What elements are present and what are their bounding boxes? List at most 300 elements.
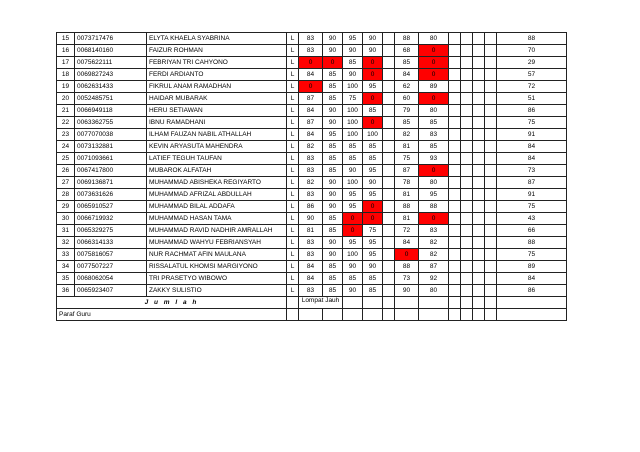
score-1: 83: [299, 189, 323, 201]
student-name: MUHAMMAD AFRIZAL ABDULLAH: [147, 189, 287, 201]
gender-mark: L: [287, 261, 299, 273]
score-3: 100: [343, 117, 363, 129]
student-name: TRI PRASETYO WIBOWO: [147, 273, 287, 285]
table-row: [57, 33, 567, 45]
empty-cell: [473, 69, 485, 81]
score-2: 0: [323, 57, 343, 69]
table-row: [57, 285, 567, 297]
empty-cell: [461, 237, 473, 249]
empty-cell: [461, 273, 473, 285]
table-row: [57, 45, 567, 57]
empty-cell: [449, 201, 461, 213]
score-4: 100: [363, 129, 383, 141]
score-3: 95: [343, 33, 363, 45]
gender-mark: L: [287, 201, 299, 213]
score-5: 90: [395, 285, 419, 297]
empty-cell: [473, 129, 485, 141]
empty-cell: [473, 261, 485, 273]
empty-cell: [485, 177, 497, 189]
empty-cell: [485, 249, 497, 261]
student-id: 0066314133: [75, 237, 147, 249]
table-row: [57, 153, 567, 165]
gender-mark: L: [287, 189, 299, 201]
student-name: FAIZUR ROHMAN: [147, 45, 287, 57]
grade-table: [56, 32, 567, 321]
empty-cell: [449, 249, 461, 261]
score-6: 82: [419, 249, 449, 261]
empty-cell: [383, 45, 395, 57]
empty-cell: [449, 285, 461, 297]
score-5: 62: [395, 81, 419, 93]
student-name: MUHAMMAD BILAL ADDAFA: [147, 201, 287, 213]
score-2: 85: [323, 81, 343, 93]
gender-mark: L: [287, 117, 299, 129]
empty-cell: [473, 105, 485, 117]
score-6: 0: [419, 57, 449, 69]
gender-mark: L: [287, 45, 299, 57]
empty-cell: [449, 153, 461, 165]
empty-cell: [473, 33, 485, 45]
row-number: 20: [57, 93, 75, 105]
empty-cell: [449, 225, 461, 237]
empty-cell: [473, 153, 485, 165]
score-3: 100: [343, 249, 363, 261]
score-4: 85: [363, 105, 383, 117]
score-1: 84: [299, 69, 323, 81]
student-id: 0077507227: [75, 261, 147, 273]
score-3: 90: [343, 165, 363, 177]
final-score: 87: [497, 177, 567, 189]
final-score: 70: [497, 45, 567, 57]
score-1: 84: [299, 273, 323, 285]
empty-cell: [461, 33, 473, 45]
score-4: 0: [363, 213, 383, 225]
student-name: FEBRIYAN TRI CAHYONO: [147, 57, 287, 69]
empty-cell: [473, 225, 485, 237]
score-5: 85: [395, 57, 419, 69]
score-2: 95: [323, 129, 343, 141]
empty-cell: [383, 105, 395, 117]
student-name: FERDI ARDIANTO: [147, 69, 287, 81]
student-name: RISSALATUL KHOMSI MARGIYONO: [147, 261, 287, 273]
score-5: 75: [395, 153, 419, 165]
score-4: 90: [363, 45, 383, 57]
final-score: 91: [497, 129, 567, 141]
row-number: 22: [57, 117, 75, 129]
empty-cell: [383, 141, 395, 153]
empty-cell: [383, 177, 395, 189]
score-5: 79: [395, 105, 419, 117]
row-number: 21: [57, 105, 75, 117]
score-1: 82: [299, 177, 323, 189]
row-number: 29: [57, 201, 75, 213]
gender-mark: L: [287, 225, 299, 237]
empty-cell: [473, 81, 485, 93]
table-row: [57, 105, 567, 117]
score-1: 87: [299, 93, 323, 105]
student-id: 0066949118: [75, 105, 147, 117]
table-row: [57, 81, 567, 93]
score-2: 90: [323, 201, 343, 213]
empty-cell: [473, 285, 485, 297]
empty-cell: [383, 129, 395, 141]
final-score: 43: [497, 213, 567, 225]
empty-cell: [485, 165, 497, 177]
score-6: 80: [419, 105, 449, 117]
row-number: 16: [57, 45, 75, 57]
gender-mark: L: [287, 153, 299, 165]
score-5: 88: [395, 201, 419, 213]
table-row: [57, 141, 567, 153]
empty-cell: [485, 117, 497, 129]
score-4: 0: [363, 93, 383, 105]
final-score: 89: [497, 261, 567, 273]
score-2: 90: [323, 177, 343, 189]
student-name: MUHAMMAD ABISHEKA REGIYARTO: [147, 177, 287, 189]
score-2: 85: [323, 165, 343, 177]
gender-mark: L: [287, 273, 299, 285]
student-name: HAIDAR MUBARAK: [147, 93, 287, 105]
score-4: 95: [363, 249, 383, 261]
score-5: 81: [395, 141, 419, 153]
table-row: [57, 69, 567, 81]
empty-cell: [461, 57, 473, 69]
final-score: 57: [497, 69, 567, 81]
score-2: 85: [323, 225, 343, 237]
score-6: 80: [419, 33, 449, 45]
empty-cell: [383, 69, 395, 81]
empty-cell: [485, 213, 497, 225]
empty-cell: [383, 201, 395, 213]
gender-mark: L: [287, 57, 299, 69]
empty-cell: [383, 93, 395, 105]
score-5: 85: [395, 117, 419, 129]
empty-cell: [485, 189, 497, 201]
score-4: 0: [363, 117, 383, 129]
empty-cell: [449, 141, 461, 153]
table-row: [57, 129, 567, 141]
student-name: KEVIN ARYASUTA MAHENDRA: [147, 141, 287, 153]
score-1: 83: [299, 33, 323, 45]
final-score: 51: [497, 93, 567, 105]
score-2: 90: [323, 189, 343, 201]
row-number: 30: [57, 213, 75, 225]
score-5: 82: [395, 129, 419, 141]
student-id: 0068140160: [75, 45, 147, 57]
score-4: 75: [363, 225, 383, 237]
gender-mark: L: [287, 213, 299, 225]
empty-cell: [449, 237, 461, 249]
score-3: 100: [343, 177, 363, 189]
empty-cell: [485, 201, 497, 213]
student-name: ILHAM FAUZAN NABIL ATHALLAH: [147, 129, 287, 141]
student-name: IBNU RAMADHANI: [147, 117, 287, 129]
empty-cell: [449, 177, 461, 189]
score-1: 82: [299, 141, 323, 153]
score-4: 0: [363, 69, 383, 81]
score-3: 0: [343, 213, 363, 225]
score-4: 85: [363, 141, 383, 153]
student-name: NUR RACHMAT AFIN MAULANA: [147, 249, 287, 261]
score-3: 85: [343, 141, 363, 153]
student-id: 0069827243: [75, 69, 147, 81]
student-id: 0065923407: [75, 285, 147, 297]
score-6: 0: [419, 213, 449, 225]
row-number: 36: [57, 285, 75, 297]
empty-cell: [383, 261, 395, 273]
empty-cell: [449, 69, 461, 81]
score-5: 78: [395, 177, 419, 189]
student-id: 0062631433: [75, 81, 147, 93]
score-2: 90: [323, 45, 343, 57]
student-id: 0052485751: [75, 93, 147, 105]
gender-mark: L: [287, 93, 299, 105]
empty-cell: [473, 249, 485, 261]
final-score: 73: [497, 165, 567, 177]
score-5: 84: [395, 237, 419, 249]
empty-cell: [461, 105, 473, 117]
empty-cell: [485, 69, 497, 81]
empty-cell: [461, 117, 473, 129]
score-1: 83: [299, 249, 323, 261]
grade-rows: [57, 33, 567, 297]
score-6: 0: [419, 93, 449, 105]
score-4: 85: [363, 285, 383, 297]
final-score: 88: [497, 237, 567, 249]
student-id: 0069136871: [75, 177, 147, 189]
score-1: 87: [299, 117, 323, 129]
score-6: 85: [419, 141, 449, 153]
score-3: 90: [343, 45, 363, 57]
score-5: 72: [395, 225, 419, 237]
empty-cell: [461, 201, 473, 213]
score-3: 100: [343, 81, 363, 93]
score-6: 80: [419, 177, 449, 189]
gender-mark: L: [287, 81, 299, 93]
empty-cell: [485, 261, 497, 273]
row-number: 26: [57, 165, 75, 177]
empty-cell: [485, 285, 497, 297]
student-name: LATIEF TEGUH TAUFAN: [147, 153, 287, 165]
empty-cell: [461, 93, 473, 105]
empty-cell: [473, 213, 485, 225]
jumlah-row: [57, 297, 567, 309]
empty-cell: [473, 93, 485, 105]
empty-cell: [449, 45, 461, 57]
student-id: 0065910527: [75, 201, 147, 213]
score-2: 90: [323, 105, 343, 117]
score-1: 0: [299, 81, 323, 93]
score-1: 84: [299, 261, 323, 273]
empty-cell: [473, 273, 485, 285]
empty-cell: [485, 105, 497, 117]
student-id: 0065329275: [75, 225, 147, 237]
score-2: 85: [323, 69, 343, 81]
empty-cell: [461, 81, 473, 93]
row-number: 33: [57, 249, 75, 261]
score-5: 68: [395, 45, 419, 57]
score-5: 0: [395, 249, 419, 261]
empty-cell: [449, 81, 461, 93]
score-2: 90: [323, 33, 343, 45]
student-name: ELYTA KHAELA SYABRINA: [147, 33, 287, 45]
score-2: 85: [323, 153, 343, 165]
score-4: 0: [363, 201, 383, 213]
paraf-label: Paraf Guru: [57, 309, 287, 321]
final-score: 75: [497, 249, 567, 261]
empty-cell: [461, 225, 473, 237]
score-4: 95: [363, 189, 383, 201]
empty-cell: [473, 165, 485, 177]
table-row: [57, 117, 567, 129]
empty-cell: [383, 225, 395, 237]
empty-cell: [473, 177, 485, 189]
score-5: 81: [395, 189, 419, 201]
score-2: 85: [323, 213, 343, 225]
student-id: 0073631626: [75, 189, 147, 201]
empty-cell: [473, 117, 485, 129]
table-row: [57, 201, 567, 213]
final-score: 29: [497, 57, 567, 69]
table-row: [57, 273, 567, 285]
score-4: 95: [363, 165, 383, 177]
score-2: 85: [323, 261, 343, 273]
score-3: 95: [343, 189, 363, 201]
student-name: MUHAMMAD WAHYU FEBRIANSYAH: [147, 237, 287, 249]
gender-mark: L: [287, 69, 299, 81]
row-number: 32: [57, 237, 75, 249]
score-2: 85: [323, 93, 343, 105]
score-3: 75: [343, 93, 363, 105]
empty-cell: [461, 69, 473, 81]
score-1: 0: [299, 57, 323, 69]
empty-cell: [461, 129, 473, 141]
score-4: 95: [363, 81, 383, 93]
gender-mark: L: [287, 177, 299, 189]
empty-cell: [485, 273, 497, 285]
score-3: 90: [343, 285, 363, 297]
score-6: 82: [419, 237, 449, 249]
table-row: [57, 189, 567, 201]
student-id: 0073132881: [75, 141, 147, 153]
empty-cell: [461, 213, 473, 225]
score-1: 83: [299, 285, 323, 297]
empty-cell: [449, 189, 461, 201]
student-name: MUHAMMAD RAVID NADHIR AMRALLAH: [147, 225, 287, 237]
final-score: 84: [497, 153, 567, 165]
score-4: 90: [363, 33, 383, 45]
final-score: 86: [497, 105, 567, 117]
final-score: 75: [497, 201, 567, 213]
table-row: [57, 225, 567, 237]
score-2: 90: [323, 237, 343, 249]
score-3: 90: [343, 261, 363, 273]
empty-cell: [449, 117, 461, 129]
final-score: 88: [497, 33, 567, 45]
empty-cell: [383, 153, 395, 165]
row-number: 34: [57, 261, 75, 273]
score-4: 90: [363, 177, 383, 189]
score-4: 85: [363, 273, 383, 285]
empty-cell: [485, 93, 497, 105]
row-number: 19: [57, 81, 75, 93]
score-5: 84: [395, 69, 419, 81]
score-5: 73: [395, 273, 419, 285]
empty-cell: [473, 201, 485, 213]
score-6: 87: [419, 261, 449, 273]
score-1: 90: [299, 213, 323, 225]
score-2: 85: [323, 273, 343, 285]
empty-cell: [383, 57, 395, 69]
score-3: 90: [343, 69, 363, 81]
empty-cell: [461, 189, 473, 201]
empty-cell: [449, 129, 461, 141]
score-3: 95: [343, 237, 363, 249]
student-id: 0075816057: [75, 249, 147, 261]
student-id: 0067417800: [75, 165, 147, 177]
final-score: 84: [497, 273, 567, 285]
jumlah-note: Lompat Jauh: [299, 297, 343, 309]
row-number: 15: [57, 33, 75, 45]
table-row: [57, 177, 567, 189]
empty-cell: [473, 237, 485, 249]
score-1: 83: [299, 237, 323, 249]
student-name: MUBAROK ALFATAH: [147, 165, 287, 177]
student-name: MUHAMMAD HASAN TAMA: [147, 213, 287, 225]
empty-cell: [461, 45, 473, 57]
final-score: 84: [497, 141, 567, 153]
final-score: 91: [497, 189, 567, 201]
score-6: 0: [419, 45, 449, 57]
final-score: 72: [497, 81, 567, 93]
score-1: 84: [299, 105, 323, 117]
empty-cell: [383, 237, 395, 249]
empty-cell: [383, 249, 395, 261]
score-6: 88: [419, 201, 449, 213]
score-5: 87: [395, 165, 419, 177]
student-id: 0066719932: [75, 213, 147, 225]
empty-cell: [461, 177, 473, 189]
score-5: 60: [395, 93, 419, 105]
row-number: 24: [57, 141, 75, 153]
table-row: [57, 261, 567, 273]
empty-cell: [485, 129, 497, 141]
score-5: 88: [395, 33, 419, 45]
jumlah-label: J u m l a h: [57, 297, 287, 309]
empty-cell: [449, 213, 461, 225]
empty-cell: [473, 57, 485, 69]
gender-mark: L: [287, 165, 299, 177]
score-4: 95: [363, 237, 383, 249]
empty-cell: [485, 33, 497, 45]
table-row: [57, 57, 567, 69]
final-score: 66: [497, 225, 567, 237]
score-5: 88: [395, 261, 419, 273]
empty-cell: [383, 33, 395, 45]
score-6: 95: [419, 189, 449, 201]
empty-cell: [485, 81, 497, 93]
score-5: 81: [395, 213, 419, 225]
empty-cell: [383, 189, 395, 201]
score-3: 85: [343, 273, 363, 285]
student-id: 0075622111: [75, 57, 147, 69]
student-id: 0071093661: [75, 153, 147, 165]
empty-cell: [485, 57, 497, 69]
score-6: 92: [419, 273, 449, 285]
student-name: ZAKKY SULISTIO: [147, 285, 287, 297]
empty-cell: [383, 285, 395, 297]
row-number: 23: [57, 129, 75, 141]
